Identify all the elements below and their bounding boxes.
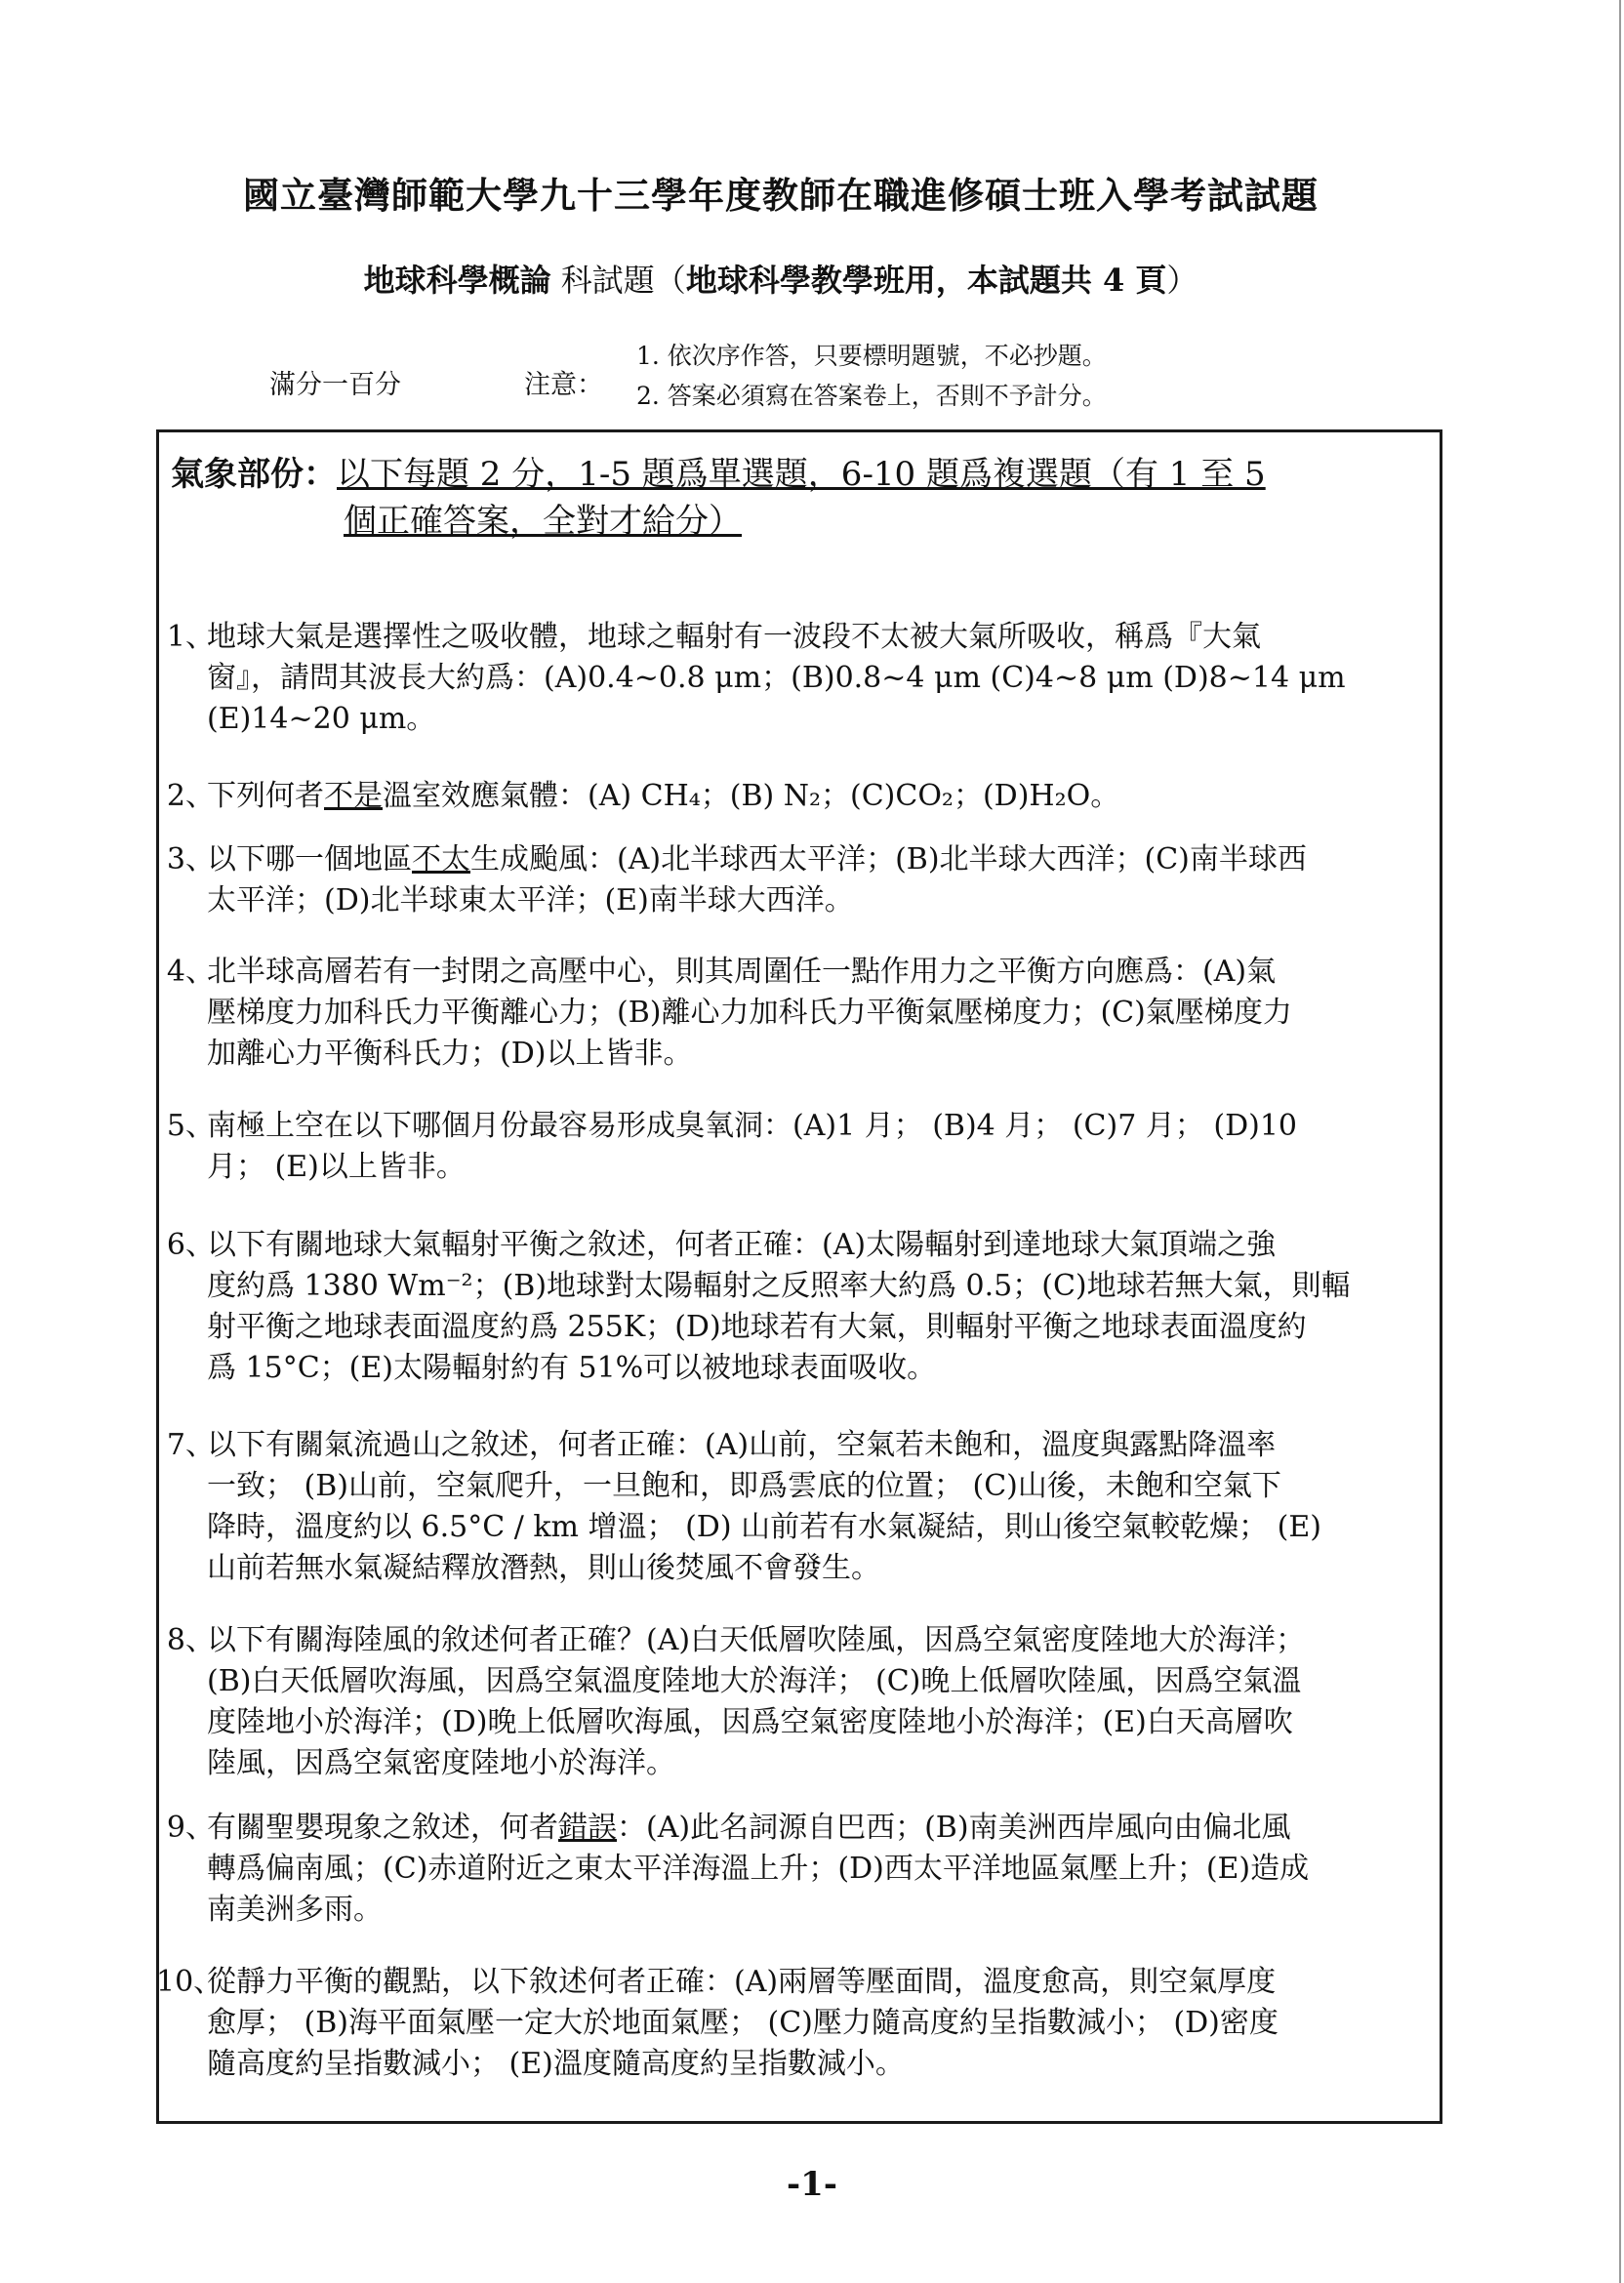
question-number: 1、 — [166, 620, 215, 654]
question-line: 從靜力平衡的觀點，以下敘述何者正確：(A)兩層等壓面間，溫度愈高，則空氣厚度 — [207, 1965, 1277, 1999]
question-emphasis: 不太 — [412, 842, 470, 877]
page-number: -1- — [787, 2165, 837, 2204]
question-number: 3、 — [166, 842, 215, 877]
question-line: 以下有關氣流過山之敘述，何者正確：(A)山前，空氣若未飽和，溫度與露點降溫率 — [207, 1428, 1277, 1462]
question-line: 南美洲多雨。 — [207, 1893, 383, 1927]
question-line: 北半球高層若有一封閉之高壓中心，則其周圍任一點作用力之平衡方向應爲：(A)氣 — [207, 955, 1277, 989]
question-line: (B)白天低層吹海風，因爲空氣溫度陸地大於海洋； (C)晚上低層吹陸風，因爲空氣溫 — [207, 1664, 1302, 1698]
question-text: 以下哪一個地區 — [207, 842, 412, 877]
question-emphasis: 錯誤 — [558, 1811, 617, 1845]
question-number: 2、 — [166, 779, 215, 813]
question-number: 10、 — [156, 1965, 223, 1999]
question-line — [207, 776, 1422, 817]
section-rule-line-2: 個正確答案，全對才給分） — [344, 502, 742, 541]
question-line: 一致； (B)山前，空氣爬升，一旦飽和，即爲雲底的位置； (C)山後，未飽和空氣下 — [207, 1469, 1281, 1503]
question-line: 山前若無水氣凝結釋放潛熱，則山後焚風不會發生。 — [207, 1551, 880, 1585]
notice-item: 1. 依次序作答，只要標明題號，不必抄題。 — [636, 342, 1107, 370]
question-number: 6、 — [166, 1228, 215, 1262]
question-line: 隨高度約呈指數減小； (E)溫度隨高度約呈指數減小。 — [207, 2047, 905, 2081]
question-line: 度陸地小於海洋；(D)晚上低層吹海風，因爲空氣密度陸地小於海洋；(E)白天高層吹 — [207, 1705, 1293, 1739]
subject-line — [156, 256, 1405, 301]
question-line: 窗』，請問其波長大約爲：(A)0.4~0.8 μm；(B)0.8~4 μm (C)4~8 μm (D)8~14 μm — [207, 661, 1346, 695]
question-line: 爲 15°C；(E)太陽輻射約有 51%可以被地球表面吸收。 — [207, 1351, 937, 1385]
question-text: ：(A)此名詞源自巴西；(B)南美洲西岸風向由偏北風 — [617, 1811, 1291, 1845]
question-line: 愈厚； (B)海平面氣壓一定大於地面氣壓； (C)壓力隨高度約呈指數減小； (D)密度 — [207, 2006, 1279, 2040]
question-line: 壓梯度力加科氏力平衡離心力；(B)離心力加科氏力平衡氣壓梯度力；(C)氣壓梯度力 — [207, 996, 1292, 1030]
question-text: 溫室效應氣體：(A) CH₄；(B) N₂；(C)CO₂；(D)H₂O。 — [383, 779, 1120, 813]
question-line: 以下有關海陸風的敘述何者正確？(A)白天低層吹陸風，因爲空氣密度陸地大於海洋； — [207, 1623, 1306, 1657]
notice-list — [636, 336, 1107, 416]
question-text: 生成颱風：(A)北半球西太平洋；(B)北半球大西洋；(C)南半球西 — [470, 842, 1307, 877]
question-line: 加離心力平衡科氏力；(D)以上皆非。 — [207, 1037, 693, 1071]
question-line: 月； (E)以上皆非。 — [207, 1150, 466, 1184]
class-info: 地球科學教學班用，本試題共 4 頁 — [685, 262, 1167, 299]
question-line — [207, 1808, 1422, 1849]
close-paren: ） — [1166, 262, 1198, 299]
question-line: 度約爲 1380 Wm⁻²；(B)地球對太陽輻射之反照率大約爲 0.5；(C)地球若無大氣，則輻 — [207, 1269, 1351, 1303]
question-line — [207, 839, 1422, 880]
question-number: 7、 — [166, 1428, 215, 1462]
section-label: 氣象部份： — [171, 455, 337, 494]
question-number: 8、 — [166, 1623, 215, 1657]
scan-edge-line — [1619, 0, 1624, 2283]
question-line: 太平洋；(D)北半球東太平洋；(E)南半球大西洋。 — [207, 883, 854, 917]
question-line: 降時，溫度約以 6.5°C / km 增溫； (D) 山前若有水氣凝結，則山後空氣較乾燥； (E) — [207, 1510, 1321, 1544]
section-heading — [171, 451, 1381, 545]
section-rule-line-1: 以下每題 2 分，1-5 題爲單選題，6-10 題爲複選題（有 1 至 5 — [337, 455, 1266, 494]
notice-label: 注意： — [524, 370, 603, 400]
question-line: (E)14~20 μm。 — [207, 702, 436, 736]
exam-title: 國立臺灣師範大學九十三學年度教師在職進修碩士班入學考試試題 — [243, 174, 1319, 217]
question-emphasis: 不是 — [324, 779, 383, 813]
question-line: 以下有關地球大氣輻射平衡之敘述，何者正確：(A)太陽輻射到達地球大氣頂端之強 — [207, 1228, 1277, 1262]
subject-name: 地球科學概論 — [363, 262, 551, 299]
full-score: 滿分一百分 — [269, 370, 401, 400]
subject-suffix: 科試題（ — [560, 262, 686, 299]
question-line: 轉爲偏南風；(C)赤道附近之東太平洋海溫上升；(D)西太平洋地區氣壓上升；(E)造成 — [207, 1852, 1310, 1886]
question-number: 5、 — [166, 1109, 215, 1143]
question-line: 南極上空在以下哪個月份最容易形成臭氧洞：(A)1 月； (B)4 月； (C)7 月； (D)10 — [207, 1109, 1298, 1143]
question-number: 4、 — [166, 955, 215, 989]
question-line: 地球大氣是選擇性之吸收體，地球之輻射有一波段不太被大氣所吸收，稱爲『大氣 — [207, 620, 1261, 654]
question-number: 9、 — [166, 1811, 215, 1845]
question-text: 下列何者 — [207, 779, 324, 813]
notice-item: 2. 答案必須寫在答案卷上，否則不予計分。 — [636, 382, 1107, 410]
question-text: 有關聖嬰現象之敘述，何者 — [207, 1811, 558, 1845]
question-line: 陸風，因爲空氣密度陸地小於海洋。 — [207, 1746, 675, 1780]
question-line: 射平衡之地球表面溫度約爲 255K；(D)地球若有大氣，則輻射平衡之地球表面溫度約 — [207, 1310, 1307, 1344]
